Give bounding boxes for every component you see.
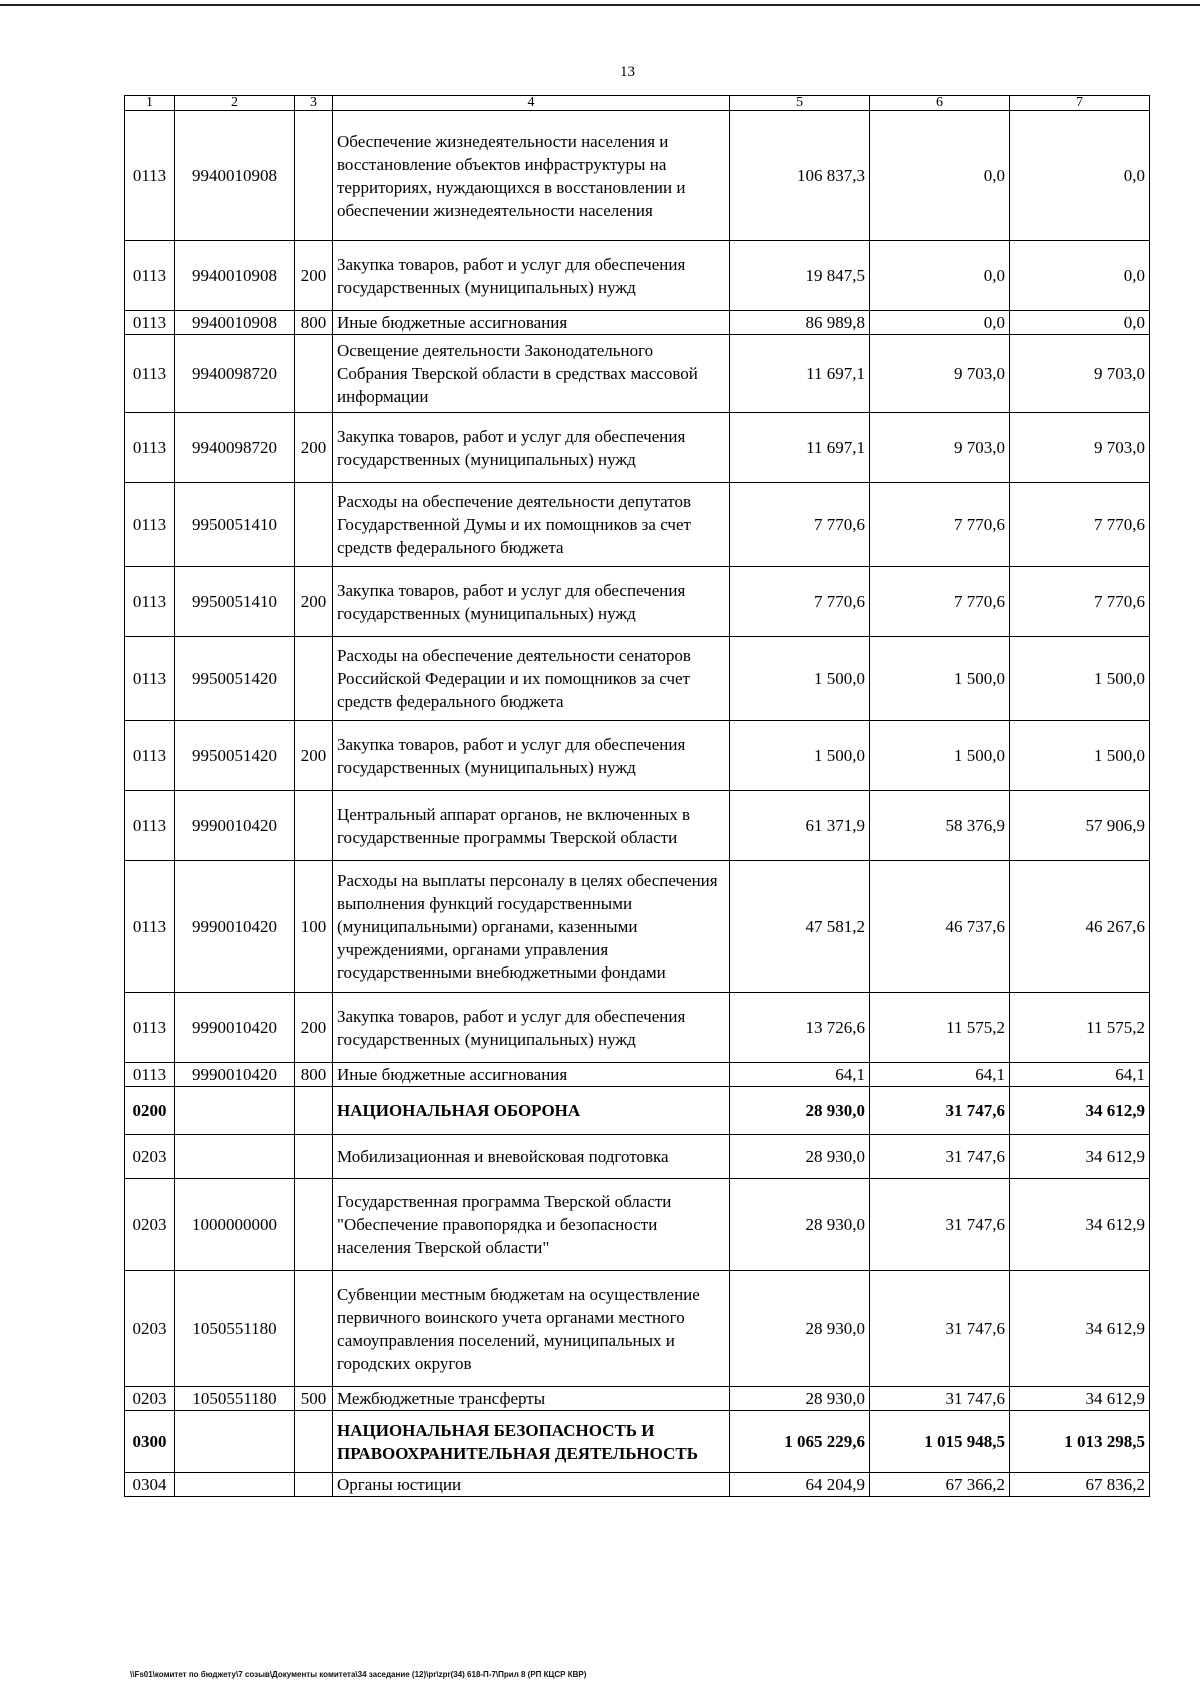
section-code-cell: 0113 bbox=[125, 791, 175, 861]
table-row bbox=[125, 791, 1150, 861]
item-name-cell: Закупка товаров, работ и услуг для обеспечения государственных (муниципальных) нужд bbox=[333, 993, 730, 1063]
amount-year2-cell: 31 747,6 bbox=[870, 1135, 1010, 1179]
amount-year1-cell: 1 065 229,6 bbox=[730, 1411, 870, 1473]
amount-year2-cell: 0,0 bbox=[870, 241, 1010, 311]
target-code-cell: 9950051420 bbox=[175, 637, 295, 721]
amount-year1-cell: 13 726,6 bbox=[730, 993, 870, 1063]
amount-year2-cell: 0,0 bbox=[870, 311, 1010, 335]
expense-type-cell bbox=[295, 1179, 333, 1271]
amount-year1-cell: 28 930,0 bbox=[730, 1179, 870, 1271]
amount-year1-cell: 28 930,0 bbox=[730, 1271, 870, 1387]
table-row bbox=[125, 1087, 1150, 1135]
amount-year1-cell: 7 770,6 bbox=[730, 567, 870, 637]
header-cell: 6 bbox=[870, 96, 1010, 111]
item-name-cell: Освещение деятельности Законодательного Собрания Тверской области в средствах массовой информации bbox=[333, 335, 730, 413]
item-name-cell: Закупка товаров, работ и услуг для обеспечения государственных (муниципальных) нужд bbox=[333, 413, 730, 483]
expense-type-cell: 500 bbox=[295, 1387, 333, 1411]
amount-year3-cell: 34 612,9 bbox=[1010, 1135, 1150, 1179]
table-row bbox=[125, 241, 1150, 311]
expense-type-cell bbox=[295, 637, 333, 721]
page-top-border bbox=[0, 4, 1200, 6]
item-name-cell: Иные бюджетные ассигнования bbox=[333, 1063, 730, 1087]
target-code-cell: 9940098720 bbox=[175, 413, 295, 483]
expense-type-cell: 800 bbox=[295, 311, 333, 335]
footer-file-path: \\Fs01\комитет по бюджету\7 созыв\Документы комитета\34 заседание (12)\pr\zpr(34) 618-П-7\Прил 8 (РП КЦСР КВР) bbox=[130, 1670, 587, 1679]
amount-year2-cell: 31 747,6 bbox=[870, 1271, 1010, 1387]
section-code-cell: 0203 bbox=[125, 1271, 175, 1387]
table-row bbox=[125, 335, 1150, 413]
amount-year1-cell: 1 500,0 bbox=[730, 637, 870, 721]
item-name-cell: Закупка товаров, работ и услуг для обеспечения государственных (муниципальных) нужд bbox=[333, 567, 730, 637]
expense-type-cell: 200 bbox=[295, 413, 333, 483]
table-row bbox=[125, 311, 1150, 335]
amount-year2-cell: 31 747,6 bbox=[870, 1387, 1010, 1411]
expense-type-cell: 200 bbox=[295, 567, 333, 637]
amount-year2-cell: 31 747,6 bbox=[870, 1179, 1010, 1271]
expense-type-cell: 200 bbox=[295, 241, 333, 311]
table-row bbox=[125, 1063, 1150, 1087]
target-code-cell: 9950051420 bbox=[175, 721, 295, 791]
item-name-cell: Мобилизационная и вневойсковая подготовка bbox=[333, 1135, 730, 1179]
header-cell: 3 bbox=[295, 96, 333, 111]
page-number: 13 bbox=[620, 64, 635, 80]
item-name-cell: Межбюджетные трансферты bbox=[333, 1387, 730, 1411]
amount-year3-cell: 34 612,9 bbox=[1010, 1271, 1150, 1387]
item-name-cell: Центральный аппарат органов, не включенных в государственные программы Тверской области bbox=[333, 791, 730, 861]
item-name-cell: НАЦИОНАЛЬНАЯ ОБОРОНА bbox=[333, 1087, 730, 1135]
amount-year1-cell: 106 837,3 bbox=[730, 111, 870, 241]
amount-year1-cell: 1 500,0 bbox=[730, 721, 870, 791]
header-cell: 1 bbox=[125, 96, 175, 111]
section-code-cell: 0203 bbox=[125, 1135, 175, 1179]
expense-type-cell bbox=[295, 791, 333, 861]
section-code-cell: 0203 bbox=[125, 1179, 175, 1271]
target-code-cell: 9990010420 bbox=[175, 1063, 295, 1087]
item-name-cell: Расходы на выплаты персоналу в целях обеспечения выполнения функций государственными (муниципальными) органами, казенными учреждениями, органами управления государственными внебюджетными фондами bbox=[333, 861, 730, 993]
amount-year3-cell: 0,0 bbox=[1010, 111, 1150, 241]
amount-year2-cell: 7 770,6 bbox=[870, 567, 1010, 637]
header-cell: 4 bbox=[333, 96, 730, 111]
target-code-cell: 9950051410 bbox=[175, 483, 295, 567]
amount-year1-cell: 7 770,6 bbox=[730, 483, 870, 567]
section-code-cell: 0200 bbox=[125, 1087, 175, 1135]
amount-year3-cell: 1 013 298,5 bbox=[1010, 1411, 1150, 1473]
table-row bbox=[125, 1387, 1150, 1411]
amount-year2-cell: 11 575,2 bbox=[870, 993, 1010, 1063]
amount-year3-cell: 0,0 bbox=[1010, 311, 1150, 335]
amount-year3-cell: 1 500,0 bbox=[1010, 721, 1150, 791]
expense-type-cell bbox=[295, 111, 333, 241]
amount-year2-cell: 1 015 948,5 bbox=[870, 1411, 1010, 1473]
target-code-cell: 9990010420 bbox=[175, 993, 295, 1063]
target-code-cell bbox=[175, 1135, 295, 1179]
amount-year2-cell: 67 366,2 bbox=[870, 1473, 1010, 1497]
section-code-cell: 0113 bbox=[125, 637, 175, 721]
amount-year2-cell: 9 703,0 bbox=[870, 335, 1010, 413]
column-number-header bbox=[125, 96, 1150, 111]
section-code-cell: 0300 bbox=[125, 1411, 175, 1473]
target-code-cell bbox=[175, 1473, 295, 1497]
amount-year2-cell: 31 747,6 bbox=[870, 1087, 1010, 1135]
budget-table bbox=[124, 95, 1150, 1497]
target-code-cell: 9950051410 bbox=[175, 567, 295, 637]
item-name-cell: Расходы на обеспечение деятельности депутатов Государственной Думы и их помощников за счет средств федерального бюджета bbox=[333, 483, 730, 567]
section-code-cell: 0113 bbox=[125, 567, 175, 637]
amount-year2-cell: 64,1 bbox=[870, 1063, 1010, 1087]
amount-year3-cell: 11 575,2 bbox=[1010, 993, 1150, 1063]
item-name-cell: Субвенции местным бюджетам на осуществление первичного воинского учета органами местного самоуправления поселений, муниципальных и городских округов bbox=[333, 1271, 730, 1387]
expense-type-cell bbox=[295, 1473, 333, 1497]
section-code-cell: 0113 bbox=[125, 241, 175, 311]
amount-year1-cell: 86 989,8 bbox=[730, 311, 870, 335]
section-code-cell: 0113 bbox=[125, 1063, 175, 1087]
expense-type-cell bbox=[295, 1271, 333, 1387]
item-name-cell: Обеспечение жизнедеятельности населения и восстановление объектов инфраструктуры на территориях, нуждающихся в восстановлении и обеспечении жизнедеятельности населения bbox=[333, 111, 730, 241]
amount-year1-cell: 61 371,9 bbox=[730, 791, 870, 861]
table-row bbox=[125, 861, 1150, 993]
expense-type-cell: 800 bbox=[295, 1063, 333, 1087]
amount-year3-cell: 34 612,9 bbox=[1010, 1387, 1150, 1411]
table-row bbox=[125, 413, 1150, 483]
table-row bbox=[125, 111, 1150, 241]
amount-year1-cell: 64,1 bbox=[730, 1063, 870, 1087]
item-name-cell: Органы юстиции bbox=[333, 1473, 730, 1497]
table-row bbox=[125, 637, 1150, 721]
table-row bbox=[125, 721, 1150, 791]
header-cell: 5 bbox=[730, 96, 870, 111]
amount-year2-cell: 1 500,0 bbox=[870, 721, 1010, 791]
amount-year1-cell: 11 697,1 bbox=[730, 335, 870, 413]
target-code-cell: 9940098720 bbox=[175, 335, 295, 413]
section-code-cell: 0113 bbox=[125, 311, 175, 335]
target-code-cell: 9940010908 bbox=[175, 241, 295, 311]
section-code-cell: 0113 bbox=[125, 413, 175, 483]
item-name-cell: Закупка товаров, работ и услуг для обеспечения государственных (муниципальных) нужд bbox=[333, 241, 730, 311]
table-row bbox=[125, 1179, 1150, 1271]
table-row bbox=[125, 483, 1150, 567]
amount-year3-cell: 0,0 bbox=[1010, 241, 1150, 311]
amount-year3-cell: 9 703,0 bbox=[1010, 413, 1150, 483]
amount-year1-cell: 47 581,2 bbox=[730, 861, 870, 993]
item-name-cell: Иные бюджетные ассигнования bbox=[333, 311, 730, 335]
section-code-cell: 0113 bbox=[125, 993, 175, 1063]
amount-year2-cell: 0,0 bbox=[870, 111, 1010, 241]
amount-year2-cell: 1 500,0 bbox=[870, 637, 1010, 721]
section-code-cell: 0113 bbox=[125, 721, 175, 791]
section-code-cell: 0113 bbox=[125, 861, 175, 993]
amount-year2-cell: 58 376,9 bbox=[870, 791, 1010, 861]
target-code-cell bbox=[175, 1411, 295, 1473]
target-code-cell: 9990010420 bbox=[175, 791, 295, 861]
amount-year3-cell: 57 906,9 bbox=[1010, 791, 1150, 861]
amount-year1-cell: 11 697,1 bbox=[730, 413, 870, 483]
amount-year3-cell: 34 612,9 bbox=[1010, 1179, 1150, 1271]
target-code-cell: 9990010420 bbox=[175, 861, 295, 993]
expense-type-cell bbox=[295, 1135, 333, 1179]
amount-year1-cell: 19 847,5 bbox=[730, 241, 870, 311]
expense-type-cell bbox=[295, 335, 333, 413]
expense-type-cell bbox=[295, 1411, 333, 1473]
amount-year2-cell: 46 737,6 bbox=[870, 861, 1010, 993]
table-row bbox=[125, 1473, 1150, 1497]
header-cell: 7 bbox=[1010, 96, 1150, 111]
table-row bbox=[125, 1411, 1150, 1473]
expense-type-cell bbox=[295, 1087, 333, 1135]
section-code-cell: 0113 bbox=[125, 335, 175, 413]
target-code-cell: 1000000000 bbox=[175, 1179, 295, 1271]
amount-year3-cell: 1 500,0 bbox=[1010, 637, 1150, 721]
target-code-cell bbox=[175, 1087, 295, 1135]
item-name-cell: Государственная программа Тверской области "Обеспечение правопорядка и безопасности населения Тверской области" bbox=[333, 1179, 730, 1271]
item-name-cell: Расходы на обеспечение деятельности сенаторов Российской Федерации и их помощников за счет средств федерального бюджета bbox=[333, 637, 730, 721]
section-code-cell: 0304 bbox=[125, 1473, 175, 1497]
table-row bbox=[125, 567, 1150, 637]
table-row bbox=[125, 1135, 1150, 1179]
expense-type-cell bbox=[295, 483, 333, 567]
amount-year3-cell: 67 836,2 bbox=[1010, 1473, 1150, 1497]
header-cell: 2 bbox=[175, 96, 295, 111]
amount-year1-cell: 28 930,0 bbox=[730, 1387, 870, 1411]
table-row bbox=[125, 1271, 1150, 1387]
amount-year1-cell: 28 930,0 bbox=[730, 1135, 870, 1179]
amount-year3-cell: 64,1 bbox=[1010, 1063, 1150, 1087]
amount-year3-cell: 34 612,9 bbox=[1010, 1087, 1150, 1135]
amount-year3-cell: 9 703,0 bbox=[1010, 335, 1150, 413]
target-code-cell: 9940010908 bbox=[175, 311, 295, 335]
expense-type-cell: 200 bbox=[295, 721, 333, 791]
target-code-cell: 1050551180 bbox=[175, 1387, 295, 1411]
amount-year1-cell: 28 930,0 bbox=[730, 1087, 870, 1135]
amount-year3-cell: 46 267,6 bbox=[1010, 861, 1150, 993]
target-code-cell: 1050551180 bbox=[175, 1271, 295, 1387]
amount-year3-cell: 7 770,6 bbox=[1010, 483, 1150, 567]
expense-type-cell: 200 bbox=[295, 993, 333, 1063]
item-name-cell: НАЦИОНАЛЬНАЯ БЕЗОПАСНОСТЬ И ПРАВООХРАНИТЕЛЬНАЯ ДЕЯТЕЛЬНОСТЬ bbox=[333, 1411, 730, 1473]
section-code-cell: 0113 bbox=[125, 483, 175, 567]
table-row bbox=[125, 993, 1150, 1063]
item-name-cell: Закупка товаров, работ и услуг для обеспечения государственных (муниципальных) нужд bbox=[333, 721, 730, 791]
section-code-cell: 0113 bbox=[125, 111, 175, 241]
section-code-cell: 0203 bbox=[125, 1387, 175, 1411]
amount-year3-cell: 7 770,6 bbox=[1010, 567, 1150, 637]
target-code-cell: 9940010908 bbox=[175, 111, 295, 241]
amount-year2-cell: 7 770,6 bbox=[870, 483, 1010, 567]
amount-year1-cell: 64 204,9 bbox=[730, 1473, 870, 1497]
expense-type-cell: 100 bbox=[295, 861, 333, 993]
amount-year2-cell: 9 703,0 bbox=[870, 413, 1010, 483]
